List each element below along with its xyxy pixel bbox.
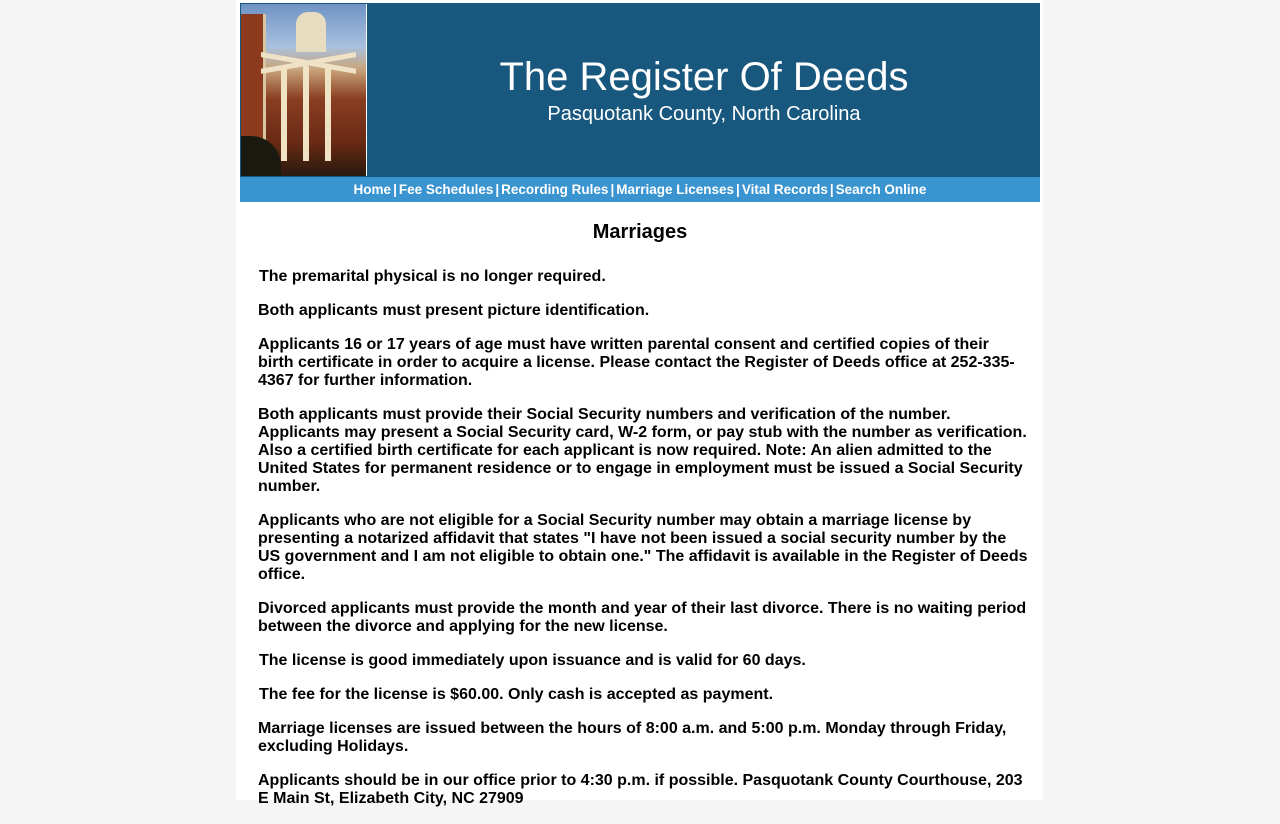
nav-marriage-licenses[interactable]: Marriage Licenses	[616, 182, 735, 197]
site-subtitle: Pasquotank County, North Carolina	[547, 103, 861, 125]
nav-separator: |	[736, 182, 740, 197]
nav-home[interactable]: Home	[353, 182, 392, 197]
photo-column	[303, 66, 309, 161]
nav-fee-schedules[interactable]: Fee Schedules	[398, 182, 494, 197]
page-title: Marriages	[592, 221, 688, 243]
main-nav	[240, 177, 1040, 202]
site-title: The Register Of Deeds	[499, 55, 909, 99]
paragraph-affidavit: Applicants who are not eligible for a Social Security number may obtain a marriage license by presenting a notarized affidavit that states "I have not been issued a social security number by the US government and I am not eligible to obtain one." The affidavit is available in the Register of Deeds office.	[258, 512, 1028, 583]
nav-vital-records[interactable]: Vital Records	[741, 182, 828, 197]
paragraph-divorced: Divorced applicants must provide the month and year of their last divorce. There is no waiting period between the divorce and applying for the new license.	[258, 600, 1027, 635]
courthouse-photo	[241, 4, 367, 176]
paragraph-hours: Marriage licenses are issued between the hours of 8:00 a.m. and 5:00 p.m. Monday through Friday, excluding Holidays.	[258, 720, 1007, 755]
nav-separator: |	[393, 182, 397, 197]
paragraph-premarital-physical: The premarital physical is no longer required.	[259, 268, 606, 285]
paragraph-fee: The fee for the license is $60.00. Only cash is accepted as payment.	[259, 686, 774, 703]
nav-separator: |	[495, 182, 500, 197]
nav-recording-rules[interactable]: Recording Rules	[501, 182, 609, 197]
photo-column	[281, 66, 287, 161]
main-content	[258, 220, 1028, 824]
paragraph-age-consent: Applicants 16 or 17 years of age must have written parental consent and certified copies of their birth certificate in order to acquire a license. Please contact the Register of Deeds office at 252-335-4367 for further information.	[258, 336, 1015, 389]
paragraph-validity: The license is good immediately upon issuance and is valid for 60 days.	[259, 652, 806, 669]
photo-clock-tower	[296, 12, 326, 52]
nav-separator: |	[829, 182, 834, 197]
nav-search-online[interactable]: Search Online	[835, 182, 927, 197]
paragraph-picture-id: Both applicants must present picture identification.	[258, 302, 650, 319]
paragraph-office-location: Applicants should be in our office prior to 4:30 p.m. if possible. Pasquotank County Courthouse, 203 E Main St, Elizabeth City, NC 27909	[258, 772, 1023, 807]
paragraph-social-security: Both applicants must provide their Social Security numbers and verification of the number. Applicants may present a Social Security card, W-2 form, or pay stub with the number as verification. Also a certified birth certificate for each applicant is now required. Note: An alien admitted to the United States for permanent residence or to engage in employment must be issued a Social Security number.	[258, 406, 1027, 495]
photo-column	[325, 66, 331, 161]
photo-shrub	[241, 136, 281, 176]
nav-separator: |	[610, 182, 615, 197]
site-header	[240, 3, 1040, 177]
